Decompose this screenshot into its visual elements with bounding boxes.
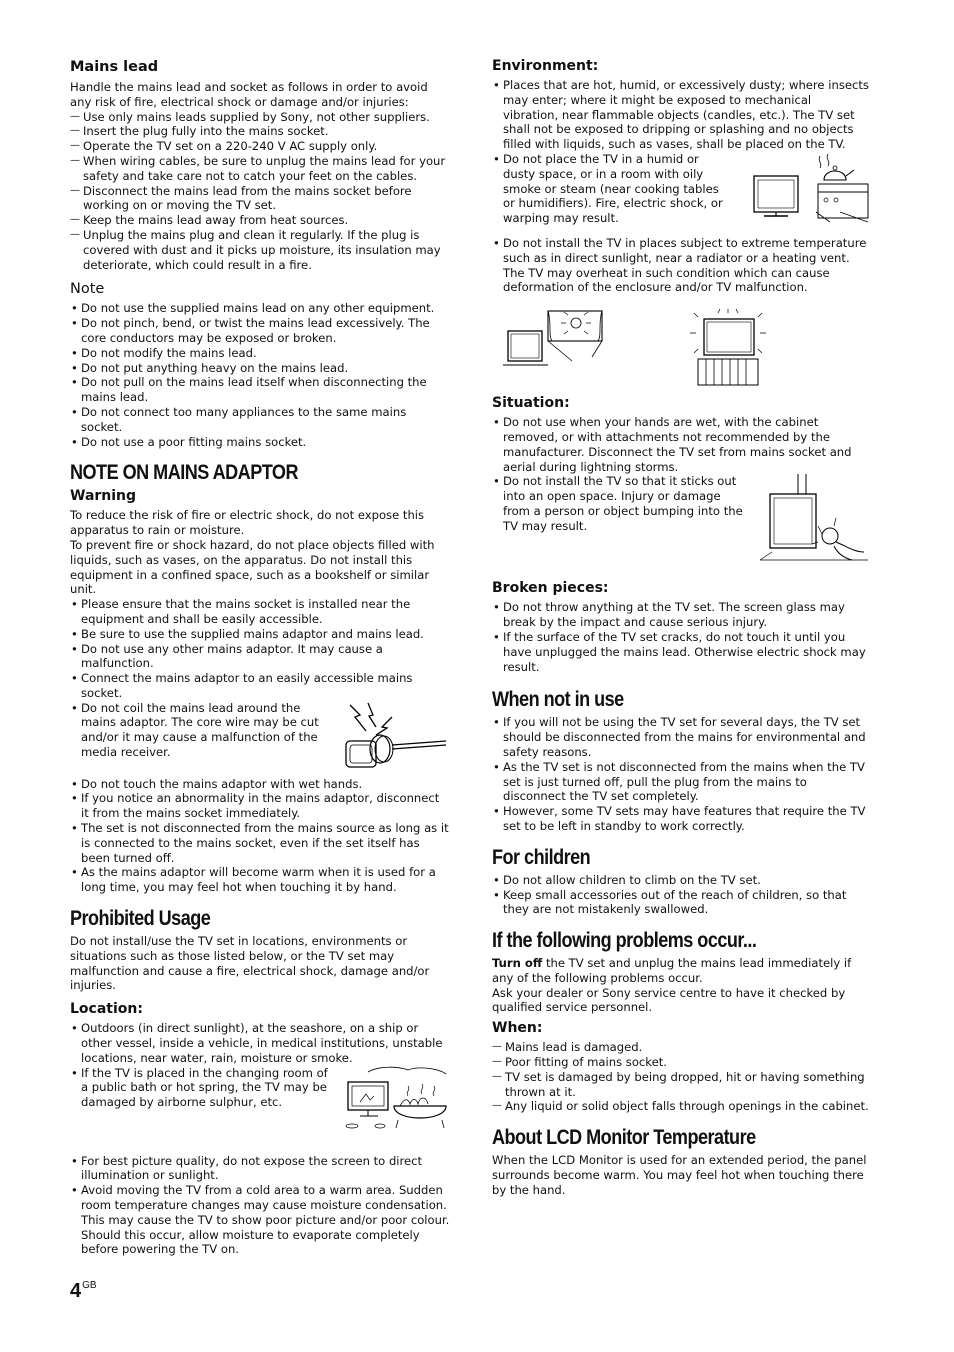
- bath-warning-block: [70, 1066, 450, 1134]
- list-item: • Do not modify the mains lead.: [70, 346, 450, 361]
- protruding-tv-illustration: [758, 474, 870, 566]
- list-item: • For best picture quality, do not expose the screen to direct illumination or sunlight.: [70, 1154, 450, 1184]
- list-item: • Connect the mains adaptor to an easily accessible mains socket.: [70, 671, 450, 701]
- warning-heading: Warning: [70, 488, 137, 505]
- for-children-heading: For children: [492, 845, 591, 869]
- environment-heading: Environment:: [492, 58, 599, 74]
- kitchen-tv-illustration: [750, 152, 870, 224]
- list-item: • Places that are hot, humid, or excessively dusty; where insects may enter; where it might be exposed to mechanical vibration, near flammable objects (candles, etc.). The TV set shall not be exposed to dripping or splashing and no objects filled with liquids, such as vases, shall be placed on the TV.: [492, 78, 870, 152]
- prohibited-intro: Do not install/use the TV set in locations, environments or situations such as those listed below, or the TV set may malfunction and cause a fire, electrical shock, damage and/or injuries.: [70, 934, 430, 993]
- list-item: — Poor fitting of mains socket.: [492, 1055, 870, 1070]
- list-item: • Be sure to use the supplied mains adaptor and mains lead.: [70, 627, 450, 642]
- page-suffix: GB: [82, 1280, 97, 1291]
- when-heading: When:: [492, 1020, 543, 1037]
- list-item: • Do not use a poor fitting mains socket.: [70, 435, 450, 450]
- note-heading: Note: [70, 281, 105, 298]
- list-item: • Please ensure that the mains socket is installed near the equipment and shall be easily accessible.: [70, 597, 450, 627]
- list-item: — Mains lead is damaged.: [492, 1040, 870, 1055]
- list-item: • Do not place the TV in a humid or dusty space, or in a room with oily smoke or steam (near cooking tables or humidifiers). Fire, electric shock, or warping may result.: [492, 152, 732, 226]
- mains-lead-intro: Handle the mains lead and socket as follows in order to avoid any risk of fire, electrical shock or damage and/or injuries:: [70, 80, 428, 109]
- list-item: • Do not use any other mains adaptor. It may cause a malfunction.: [70, 642, 450, 672]
- turn-off-text: Turn off: [492, 956, 543, 971]
- list-item: — When wiring cables, be sure to unplug the mains lead for your safety and take care not to catch your feet on the cables.: [70, 154, 450, 184]
- list-item: • If the surface of the TV set cracks, do not touch it until you have unplugged the mains lead. Otherwise electric shock may result.: [492, 630, 870, 674]
- wall-warning-block: [492, 474, 870, 566]
- list-item: • If the TV is placed in the changing room of a public bath or hot spring, the TV may be damaged by airborne sulphur, etc.: [70, 1066, 332, 1110]
- list-item: • Do not put anything heavy on the mains lead.: [70, 361, 450, 376]
- page-number: $4^{GB}$: [70, 1280, 97, 1302]
- list-item: • Do not touch the mains adaptor with wet hands.: [70, 777, 450, 792]
- list-item: • However, some TV sets may have features that require the TV set to be left in standby to work correctly.: [492, 804, 870, 834]
- list-item: • Outdoors (in direct sunlight), at the seashore, on a ship or other vessel, inside a vehicle, in medical institutions, unstable locations, near water, rain, moisture or smoke.: [70, 1021, 450, 1065]
- list-item: — Operate the TV set on a 220-240 V AC supply only.: [70, 139, 450, 154]
- bath-tv-illustration: [338, 1066, 450, 1134]
- coil-warning-block: [70, 701, 450, 771]
- list-item: • Do not install the TV so that it sticks out into an open space. Injury or damage from a person or object bumping into the TV may result.: [492, 474, 744, 533]
- right-column: [492, 58, 870, 1198]
- lcd-temperature-text: When the LCD Monitor is used for an extended period, the panel surrounds become warm. You may feel hot when touching there by the hand.: [492, 1153, 867, 1197]
- sunlight-tv-illustration: [502, 309, 606, 369]
- problems-para-1-rest: the TV set and unplug the mains lead immediately if any of the following problems occur.: [492, 956, 852, 985]
- list-item: • If you will not be using the TV set for several days, the TV set should be disconnected from the mains for environmental and safety reasons.: [492, 715, 870, 759]
- adaptor-list-a: [70, 597, 450, 701]
- left-column: [70, 58, 450, 1257]
- list-item: • The set is not disconnected from the mains source as long as it is connected to the mains socket, even if the set itself has been turned off.: [70, 821, 450, 865]
- humid-warning-block: [492, 152, 870, 226]
- warning-para-2: To prevent fire or shock hazard, do not place objects filled with liquids, such as vases, on the apparatus. Do not install this equipment in a confined space, such as a bookshelf or similar unit.: [70, 537, 435, 597]
- list-item: • Do not coil the mains lead around the mains adaptor. The core wire may be cut and/or it may cause a malfunction of the media receiver.: [70, 701, 320, 760]
- list-item: • As the TV set is not disconnected from the mains when the TV set is just turned off, pull the plug from the mains to disconnect the TV set completely.: [492, 760, 870, 804]
- list-item: — Any liquid or solid object falls through openings in the cabinet.: [492, 1099, 870, 1114]
- list-item: • Do not use when your hands are wet, with the cabinet removed, or with attachments not recommended by the manufacturer. Disconnect the TV set from mains socket and aerial during lightning storms.: [492, 415, 870, 474]
- list-item: • Do not install the TV in places subject to extreme temperature such as in direct sunlight, near a radiator or a heating vent. The TV may overheat in such condition which can cause deformation of the enclosure and/or TV malfunction.: [492, 236, 870, 295]
- list-item: • Do not pull on the mains lead itself when disconnecting the mains lead.: [70, 375, 450, 405]
- list-item: • Avoid moving the TV from a cold area to a warm area. Sudden room temperature changes may cause moisture condensation. This may cause the TV to show poor picture and/or poor colour. Should this occur, allow moisture to evaporate completely before powering the TV on.: [70, 1183, 450, 1257]
- list-item: — Keep the mains lead away from heat sources.: [70, 213, 450, 228]
- list-item: • Do not connect too many appliances to the same mains socket.: [70, 405, 450, 435]
- broken-pieces-heading: Broken pieces:: [492, 580, 609, 597]
- list-item: — Unplug the mains plug and clean it regularly. If the plug is covered with dust and it picks up moisture, its insulation may deteriorate, which could result in a fire.: [70, 228, 450, 272]
- problems-para-1: [492, 956, 870, 986]
- prohibited-usage-heading: Prohibited Usage: [70, 907, 211, 931]
- coiled-adaptor-illustration: [340, 701, 450, 771]
- situation-heading: Situation:: [492, 395, 570, 412]
- mains-adaptor-heading: NOTE ON MAINS ADAPTOR: [70, 461, 298, 485]
- list-item: • Keep small accessories out of the reach of children, so that they are not mistakenly swallowed.: [492, 888, 870, 918]
- warning-para-1: To reduce the risk of fire or electric shock, do not expose this apparatus to rain or moisture.: [70, 508, 425, 538]
- list-item: • Do not throw anything at the TV set. The screen glass may break by the impact and cause serious injury.: [492, 600, 870, 630]
- note-list: [70, 301, 450, 449]
- list-item: — TV set is damaged by being dropped, hit or having something thrown at it.: [492, 1070, 870, 1100]
- list-item: • Do not use the supplied mains lead on any other equipment.: [70, 301, 450, 316]
- list-item: • If you notice an abnormality in the mains adaptor, disconnect it from the mains socket immediately.: [70, 791, 450, 821]
- adaptor-list-b: [70, 777, 450, 895]
- radiator-tv-illustration: [688, 309, 768, 387]
- problems-para-2: Ask your dealer or Sony service centre to have it checked by qualified service personnel.: [492, 985, 846, 1015]
- list-item: — Use only mains leads supplied by Sony, not other suppliers.: [70, 110, 450, 125]
- when-not-in-use-heading: When not in use: [492, 688, 624, 712]
- list-item: — Disconnect the mains lead from the mains socket before working on or moving the TV set.: [70, 184, 450, 214]
- lcd-temperature-heading: About LCD Monitor Temperature: [492, 1126, 756, 1150]
- mains-lead-list: [70, 110, 450, 273]
- list-item: • Do not pinch, bend, or twist the mains lead excessively. The core conductors may be exposed or broken.: [70, 316, 450, 346]
- mains-lead-heading: Mains lead: [70, 59, 159, 75]
- list-item: • Do not allow children to climb on the TV set.: [492, 873, 870, 888]
- problems-heading: If the following problems occur...: [492, 929, 757, 953]
- list-item: — Insert the plug fully into the mains socket.: [70, 124, 450, 139]
- heat-illustrations: [502, 309, 870, 387]
- list-item: • As the mains adaptor will become warm when it is used for a long time, you may feel hot when touching it by hand.: [70, 865, 450, 895]
- location-heading: Location:: [70, 1001, 143, 1018]
